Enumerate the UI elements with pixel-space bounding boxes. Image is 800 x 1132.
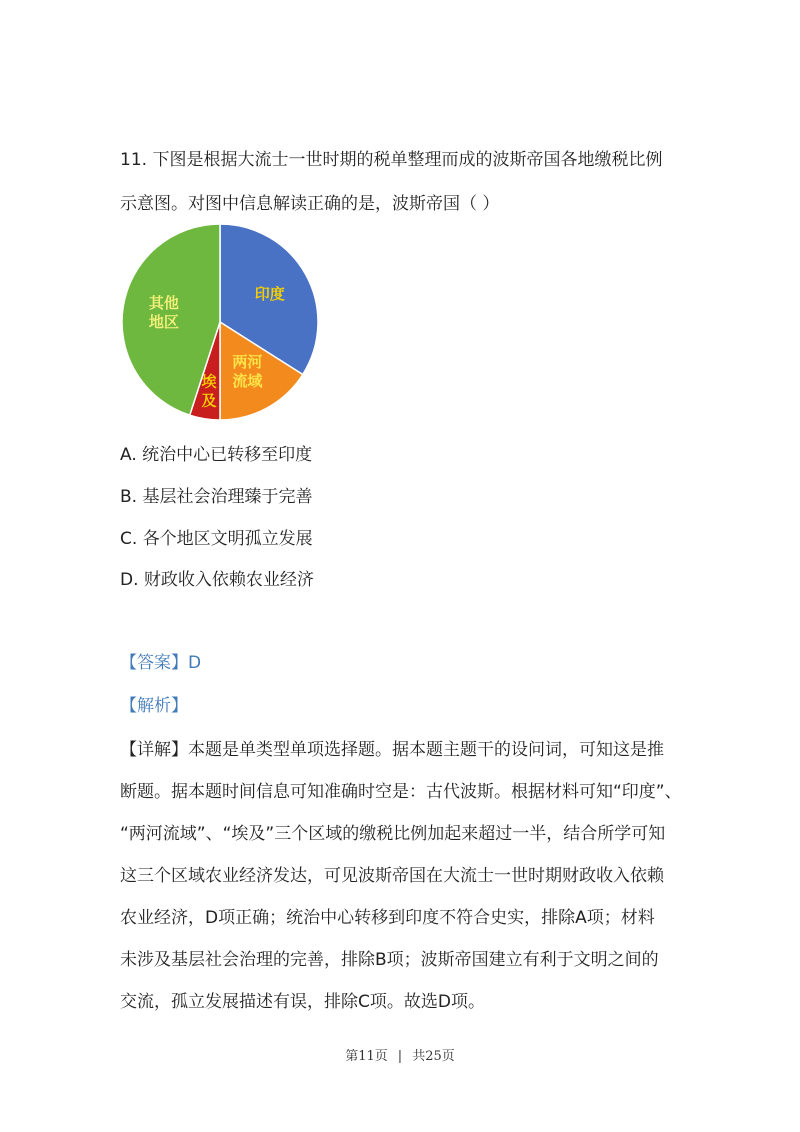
page-total: 共25页 [412,1049,455,1064]
detail-line: 未涉及基层社会治理的完善，排除B项；波斯帝国建立有利于文明之间的 [120,950,659,970]
pie-label-3-0: 其他 [148,294,179,313]
option-letter: C. [120,529,138,549]
tax-ratio-pie-chart [118,220,322,424]
option-letter: D. [120,570,139,590]
detail-line: 断题。据本题时间信息可知准确时空是：古代波斯。根据材料可知“印度”、 [120,782,682,802]
detail-line: 这三个区域农业经济发达，可见波斯帝国在大流士一世时期财政收入依赖 [120,866,664,886]
pie-label-0-0: 印度 [254,285,285,304]
option-text: 各个地区文明孤立发展 [142,529,313,549]
option-a[interactable] [120,443,312,467]
pie-label-2-1: 及 [201,391,217,410]
page-footer [0,1045,800,1064]
option-text: 基层社会治理臻于完善 [142,487,313,507]
question-line-1: 11. 下图是根据大流士一世时期的税单整理而成的波斯帝国各地缴税比例 [120,150,663,170]
pie-label-1-1: 流域 [232,371,263,390]
analysis-label: 【解析】 [120,696,188,716]
pie-label-1-0: 两河 [232,352,263,371]
option-letter: A. [120,445,137,465]
footer-separator: | [397,1049,403,1064]
option-b[interactable] [120,485,312,509]
option-letter: B. [120,487,138,507]
detail-line: 【详解】本题是单类型单项选择题。据本题主题干的设问词，可知这是推 [120,740,664,760]
detail-line: 农业经济，D项正确；统治中心转移到印度不符合史实，排除A项；材料 [120,908,655,928]
pie-label-2-0: 埃 [201,372,217,391]
answer-label: 【答案】 [120,653,188,673]
page-number: 第11页 [345,1049,388,1064]
answer-value: D [188,653,202,673]
option-c[interactable] [120,527,313,551]
answer-line [120,651,201,675]
option-d[interactable] [120,568,314,592]
detail-line: “两河流域”、“埃及”三个区域的缴税比例加起来超过一半，结合所学可知 [120,824,666,844]
pie-label-3-1: 地区 [148,313,179,332]
question-line-2: 示意图。对图中信息解读正确的是，波斯帝国（ ） [120,194,500,214]
option-text: 统治中心已转移至印度 [142,445,313,465]
option-text: 财政收入依赖农业经济 [143,570,314,590]
detail-line: 交流，孤立发展描述有误，排除C项。故选D项。 [120,992,485,1012]
